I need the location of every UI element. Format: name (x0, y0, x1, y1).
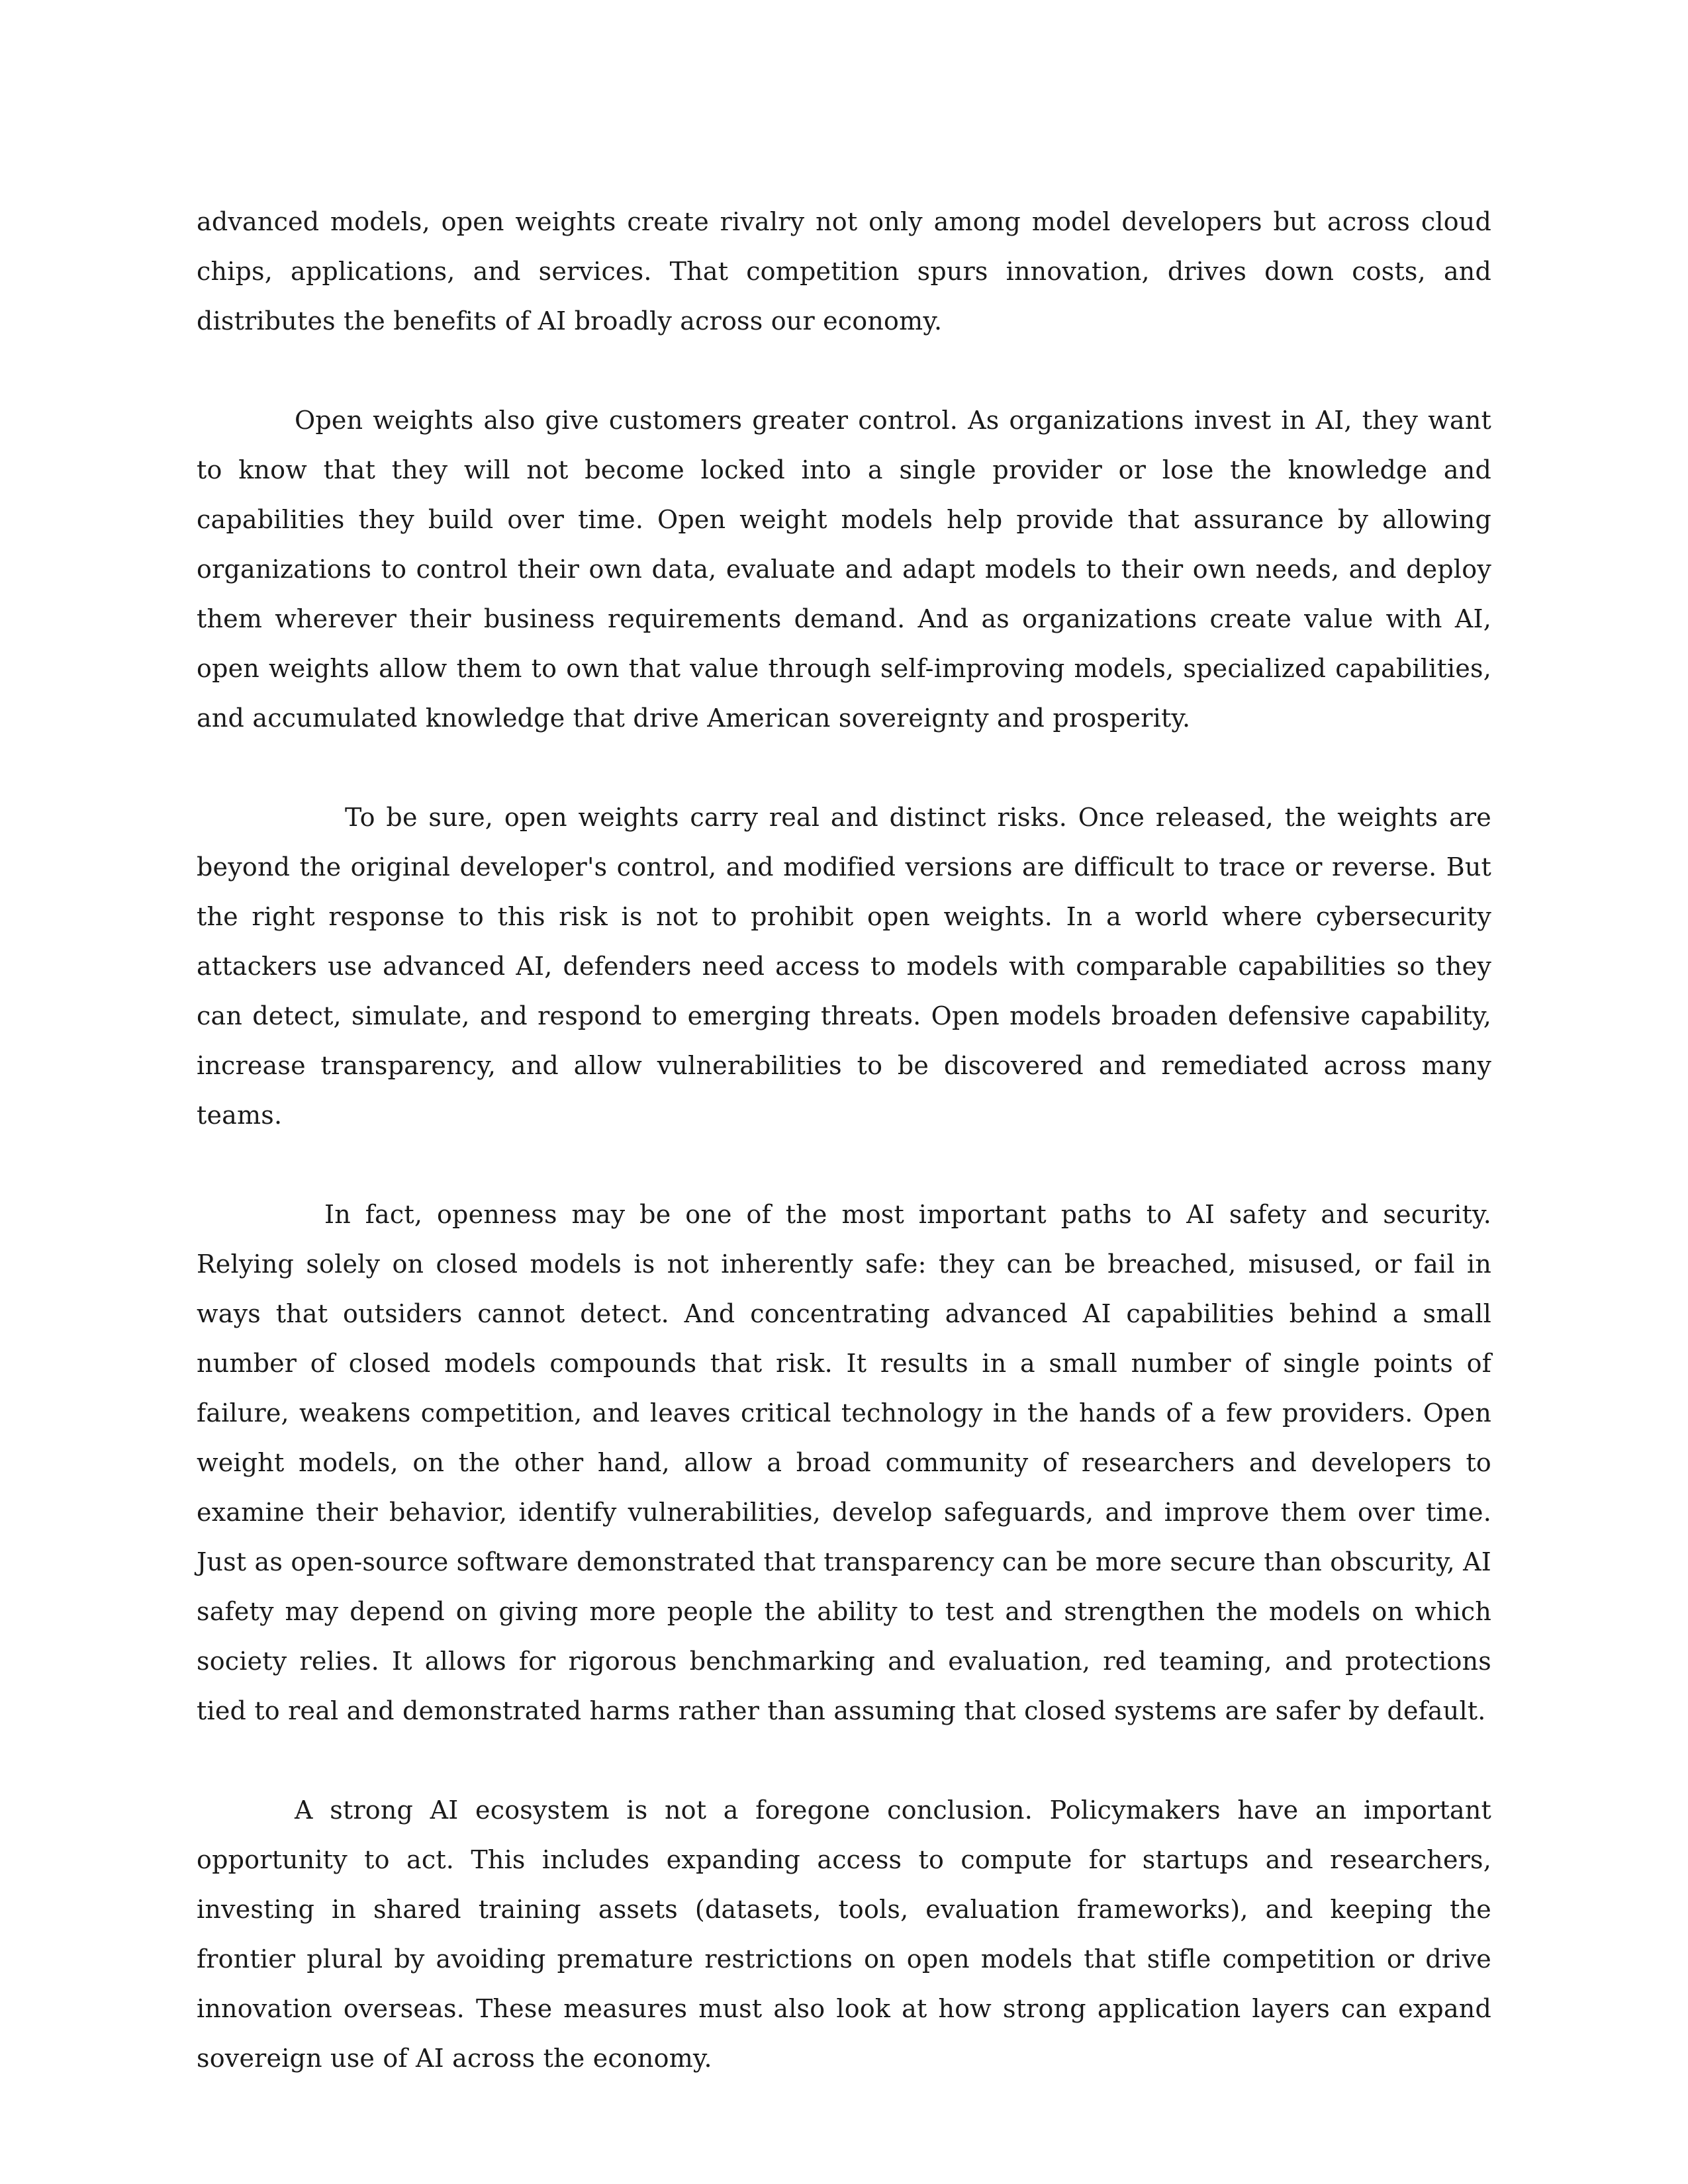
paragraph-ecosystem: A strong AI ecosystem is not a foregone conclusion. Policymakers have an important opportunity to act. This includes expanding access to compute for startups and researchers, investing in shared training assets (datasets, tools, evaluation frameworks), and keeping the frontier plural by avoiding premature restrictions on open models that stifle competition or drive innovation overseas. These measures must also look at how strong application layers can expand sovereign use of AI across the economy. (197, 1796, 1491, 2073)
paragraph-continued: advanced models, open weights create rivalry not only among model developers but across cloud chips, applications, and services. That competition spurs innovation, drives down costs, and distributes the benefits of AI broadly across our economy. (197, 207, 1491, 336)
paragraph-safety-security: In fact, openness may be one of the most important paths to AI safety and security. Relying solely on closed models is not inherently safe: they can be breached, misused, or fail in ways that outsiders cannot detect. And concentrating advanced AI capabilities behind a small number of closed models compounds that risk. It results in a small number of single points of failure, weakens competition, and leaves critical technology in the hands of a few providers. Open weight models, on the other hand, allow a broad community of researchers and developers to examine their behavior, identify vulnerabilities, develop safeguards, and improve them over time. Just as open-source software demonstrated that transparency can be more secure than obscurity, AI safety may depend on giving more people the ability to test and strengthen the models on which society relies. It allows for rigorous benchmarking and evaluation, red teaming, and protections tied to real and demonstrated harms rather than assuming that closed systems are safer by default. (197, 1200, 1491, 1725)
paragraph-customer-control: Open weights also give customers greater control. As organizations invest in AI, they want to know that they will not become locked into a single provider or lose the knowledge and capabilities they build over time. Open weight models help provide that assurance by allowing organizations to control their own data, evaluate and adapt models to their own needs, and deploy them wherever their business requirements demand. And as organizations create value with AI, open weights allow them to own that value through self-improving models, specialized capabilities, and accumulated knowledge that drive American sovereignty and prosperity. (197, 406, 1491, 733)
body-text (197, 197, 1491, 2133)
paragraph-risks: To be sure, open weights carry real and distinct risks. Once released, the weights are beyond the original developer's control, and modified versions are difficult to trace or reverse. But the right response to this risk is not to prohibit open weights. In a world where cybersecurity attackers use advanced AI, defenders need access to models with comparable capabilities so they can detect, simulate, and respond to emerging threats. Open models broaden defensive capability, increase transparency, and allow vulnerabilities to be discovered and remediated across many teams. (197, 803, 1491, 1130)
